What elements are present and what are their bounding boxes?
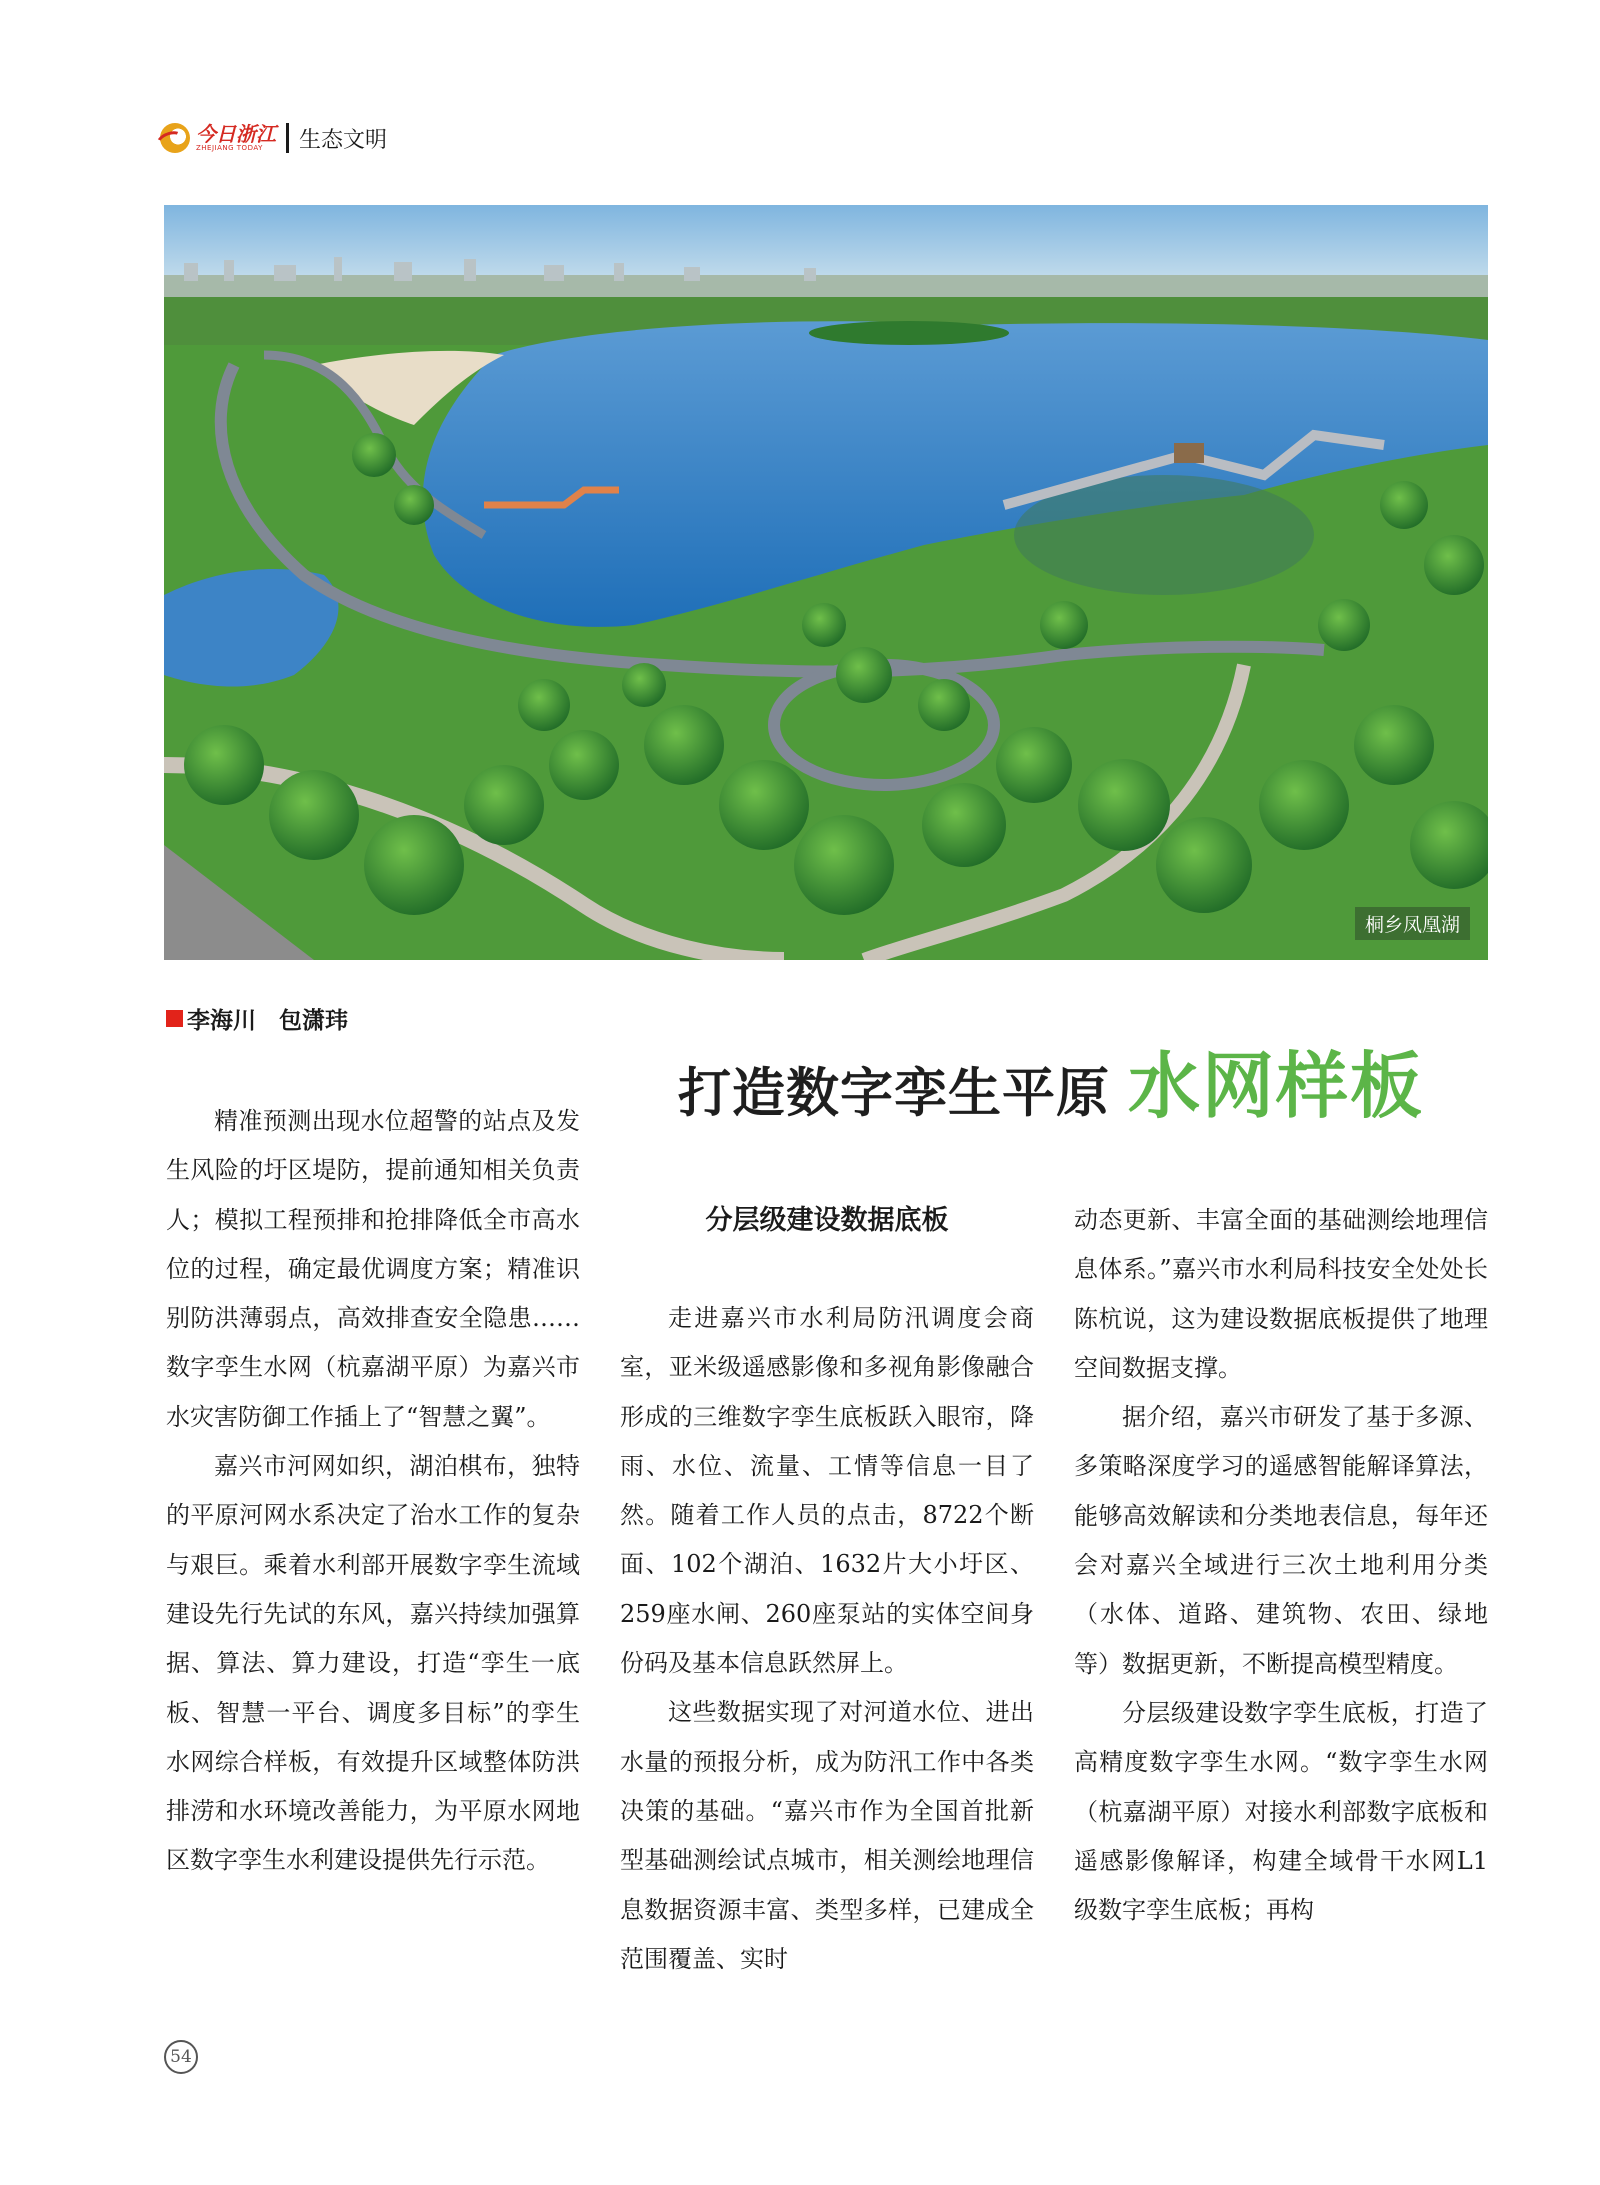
article-column-2 <box>620 1294 1034 1984</box>
photo-caption: 桐乡凤凰湖 <box>1355 907 1470 940</box>
lake-scene-illustration <box>164 205 1488 960</box>
logo-icon <box>160 123 190 153</box>
logo-subtitle: ZHEJIANG TODAY <box>196 143 263 152</box>
paragraph: 嘉兴市河网如织，湖泊棋布，独特的平原河网水系决定了治水工作的复杂与艰巨。乘着水利部开展数字孪生流域建设先行先试的东风，嘉兴持续加强算据、算法、算力建设，打造“孪生一底板、智慧一平台、调度多目标”的孪生水网综合样板，有效提升区域整体防洪排涝和水环境改善能力，为平原水网地区数字孪生水利建设提供先行示范。 <box>166 1452 580 1875</box>
section-name: 生态文明 <box>299 127 388 153</box>
title-accent: 水网样板 <box>1128 1044 1425 1128</box>
article-column-1 <box>166 1097 580 1886</box>
byline <box>166 1002 348 1035</box>
article-title <box>678 1028 1424 1132</box>
paragraph: 分层级建设数字孪生底板，打造了高精度数字孪生水网。“数字孪生水网（杭嘉湖平原）对接水利部数字底板和遥感影像解译，构建全域骨干水网L1级数字孪生底板；再构 <box>1074 1698 1488 1925</box>
page-number: 54 <box>164 2040 198 2074</box>
byline-marker-icon <box>166 1010 183 1027</box>
lake-aerial-photo <box>164 205 1488 960</box>
logo-title: 今日浙江 <box>196 121 276 146</box>
page-header <box>160 118 387 158</box>
paragraph: 这些数据实现了对河道水位、进出水量的预报分析，成为防汛工作中各类决策的基础。“嘉兴市作为全国首批新型基础测绘试点城市，相关测绘地理信息数据资源丰富、类型多样，已建成全范围覆盖、实时 <box>620 1698 1034 1973</box>
paragraph: 精准预测出现水位超警的站点及发生风险的圩区堤防，提前通知相关负责人；模拟工程预排和抢排降低全市高水位的过程，确定最优调度方案；精准识别防洪薄弱点，高效排查安全隐患……数字孪生水网（杭嘉湖平原）为嘉兴市水灾害防御工作插上了“智慧之翼”。 <box>166 1107 580 1431</box>
article-column-3 <box>1074 1196 1488 1935</box>
title-main: 打造数字孪生平原 <box>678 1062 1110 1124</box>
section-subheading: 分层级建设数据底板 <box>705 1205 949 1236</box>
paragraph-continued: 动态更新、丰富全面的基础测绘地理信息体系。”嘉兴市水利局科技安全处处长陈杭说，这为建设数据底板提供了地理空间数据支撑。 <box>1074 1206 1488 1382</box>
author-names: 李海川 包潇玮 <box>187 1008 348 1034</box>
paragraph: 据介绍，嘉兴市研发了基于多源、多策略深度学习的遥感智能解译算法，能够高效解读和分类地表信息，每年还会对嘉兴全域进行三次土地利用分类（水体、道路、建筑物、农田、绿地等）数据更新，不断提高模型精度。 <box>1074 1403 1488 1678</box>
magazine-logo <box>160 123 276 153</box>
paragraph: 走进嘉兴市水利局防汛调度会商室，亚米级遥感影像和多视角影像融合形成的三维数字孪生底板跃入眼帘，降雨、水位、流量、工情等信息一目了然。随着工作人员的点击，8722个断面、102个湖泊、1632片大小圩区、259座水闸、260座泵站的实体空间身份码及基本信息跃然屏上。 <box>620 1304 1034 1678</box>
header-divider <box>286 123 289 153</box>
